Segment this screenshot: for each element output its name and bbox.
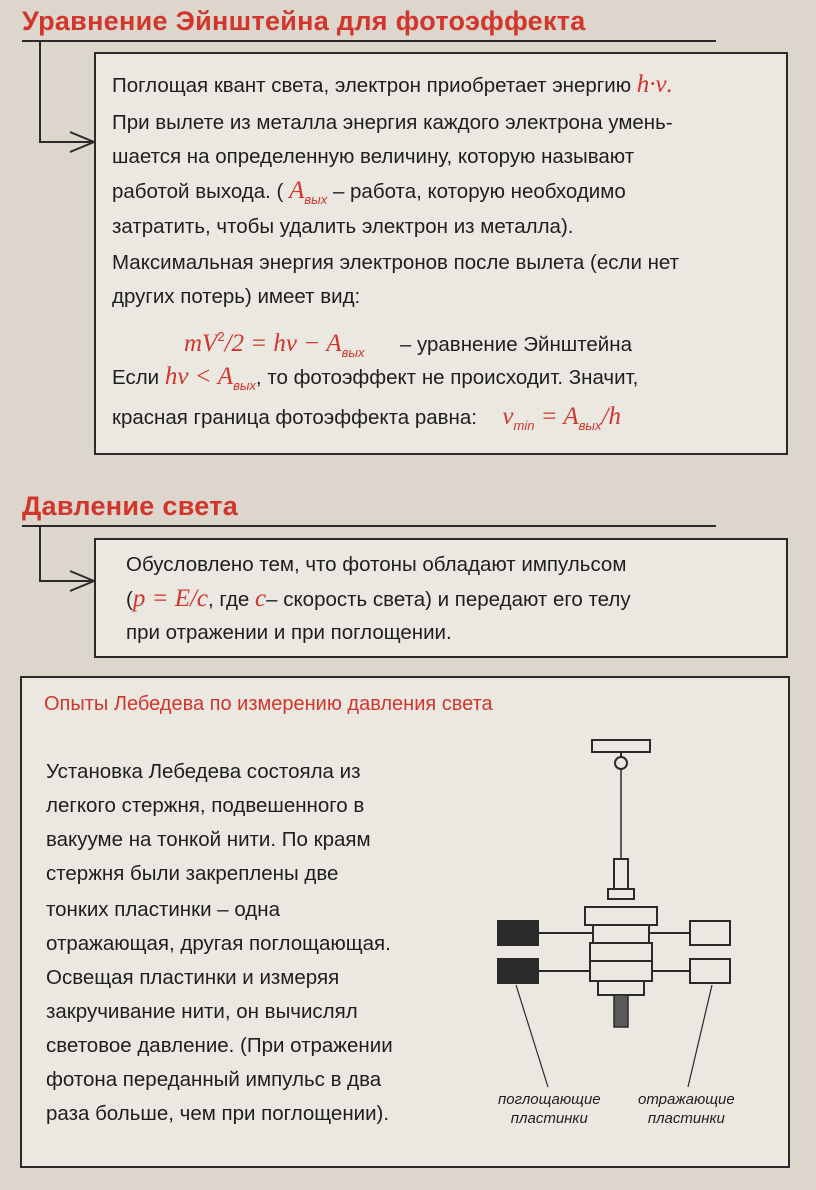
s1-line-1 bbox=[112, 72, 673, 99]
s1-text-4a: работой выхода. ( bbox=[112, 180, 284, 203]
caption-absorbing-line2: пластинки bbox=[510, 1110, 588, 1127]
section3-title: Опыты Лебедева по измерению давления света bbox=[44, 693, 493, 715]
red-limit-nu: ν bbox=[502, 403, 514, 430]
s3-line-10: фотона переданный импульс в два bbox=[46, 1068, 382, 1091]
speed-of-light-symbol: c bbox=[255, 585, 267, 612]
work-function-symbol: A bbox=[289, 177, 305, 204]
caption-reflecting bbox=[638, 1090, 735, 1128]
s1-line-3: шается на определенную величину, которую называют bbox=[112, 145, 635, 168]
work-function-sub: вых bbox=[304, 192, 328, 207]
s1-line-2: При вылете из металла энергия каждого электрона умень- bbox=[112, 111, 673, 134]
s3-line-11: раза больше, чем при поглощении). bbox=[46, 1102, 390, 1125]
einstein-mid: /2 = hν − A bbox=[224, 330, 342, 357]
condition-sub: вых bbox=[233, 378, 256, 393]
s3-line-6: отражающая, другая поглощающая. bbox=[46, 932, 391, 955]
s1-line-7: других потерь) имеет вид: bbox=[112, 285, 361, 308]
s1-line-6: Максимальная энергия электронов после вылета (если нет bbox=[112, 251, 680, 274]
caption-absorbing bbox=[498, 1090, 601, 1128]
s2-paren: ( bbox=[126, 588, 133, 611]
s1-einstein-line bbox=[184, 324, 632, 366]
s2-text-2b: – скорость света) и передают его телу bbox=[266, 588, 631, 611]
caption-reflecting-line1: отражающие bbox=[638, 1091, 735, 1108]
section2-title: Давление света bbox=[22, 491, 239, 521]
caption-reflecting-line2: пластинки bbox=[647, 1110, 725, 1127]
photon-energy-formula: h·ν. bbox=[636, 71, 673, 98]
red-limit-sub: вых bbox=[578, 418, 602, 433]
s1-text-10: красная граница фотоэффекта равна: bbox=[112, 406, 477, 429]
s3-line-1: Установка Лебедева состояла из bbox=[46, 760, 361, 783]
s1-line-10 bbox=[112, 404, 621, 439]
s3-line-8: закручивание нити, он вычислял bbox=[46, 1000, 358, 1023]
s1-text-1: Поглощая квант света, электрон приобретает энергию bbox=[112, 74, 632, 97]
s2-line-3: при отражении и при поглощении. bbox=[126, 621, 452, 644]
section1-title-rule bbox=[22, 40, 716, 42]
s3-line-7: Освещая пластинки и измеряя bbox=[46, 966, 340, 989]
lebedev-apparatus-diagram bbox=[490, 735, 750, 1095]
s2-text-where: , где bbox=[208, 588, 250, 611]
s3-line-9: световое давление. (При отражении bbox=[46, 1034, 393, 1057]
section2-title-rule bbox=[22, 525, 716, 527]
s3-line-4: стержня были закреплены две bbox=[46, 862, 339, 885]
section1-box bbox=[94, 52, 788, 455]
s1-einstein-text: – уравнение Эйнштейна bbox=[399, 333, 632, 356]
s1-line-5: затратить, чтобы удалить электрон из металла). bbox=[112, 215, 574, 238]
condition-formula: hν < A bbox=[164, 363, 234, 390]
red-limit-eq: = A bbox=[534, 403, 579, 430]
einstein-sub: вых bbox=[341, 345, 365, 360]
s1-line-4 bbox=[112, 178, 626, 213]
red-limit-end: /h bbox=[601, 403, 621, 430]
s1-text-4b: – работа, которую необходимо bbox=[332, 180, 626, 203]
section1-title: Уравнение Эйнштейна для фотоэффекта bbox=[22, 6, 586, 36]
red-limit-nu-sub: min bbox=[513, 418, 535, 433]
s3-line-2: легкого стержня, подвешенного в bbox=[46, 794, 365, 817]
caption-absorbing-line1: поглощающие bbox=[498, 1091, 601, 1108]
s1-line-9 bbox=[112, 364, 638, 399]
s2-line-2 bbox=[126, 586, 631, 613]
s3-line-5: тонких пластинки – одна bbox=[46, 898, 280, 921]
s3-line-3: вакууме на тонкой нити. По краям bbox=[46, 828, 371, 851]
s2-line-1: Обусловлено тем, что фотоны обладают импульсом bbox=[126, 553, 627, 576]
einstein-sup: 2 bbox=[217, 329, 225, 344]
s1-text-9b: , то фотоэффект не происходит. Значит, bbox=[255, 366, 639, 389]
einstein-left: mV bbox=[184, 330, 218, 357]
momentum-formula: p = E/c bbox=[132, 585, 209, 612]
s1-text-if: Если bbox=[112, 366, 160, 389]
section2-box bbox=[94, 538, 788, 658]
